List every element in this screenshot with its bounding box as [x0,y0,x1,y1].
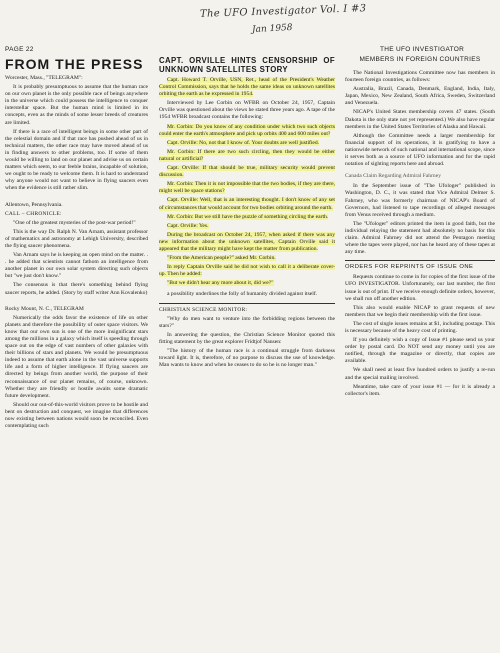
article-paragraph: "One of the greatest mysteries of the post-war period!" [13,219,136,226]
orville-article-body [159,77,335,299]
article-paragraph: In answering the question, the Christian Science Monitor quoted this fitting statement by the great explorer Fridtjof Nansen: [159,331,335,345]
article-paragraph [159,124,335,138]
headline-from-the-press: FROM THE PRESS [5,56,144,72]
article-paragraph: Requests continue to come in for copies of the first issue of the UFO INVESTIGATOR. Unfortunately, our last number, the first issue is out of print. If we receive enough definite orders, however, we shall run off another edition. [345,274,495,302]
article-paragraph [159,214,335,221]
article-paragraph: Interviewed by Lee Corbin on WFBR on October 24, 1957, Captain Orville was questioned about the views he stated three years ago. A tape of the 1954 WFBR broadcast contains the following: [159,100,335,121]
article-paragraph: Numerically the odds favor the existence of life on other planets and therefore the possibility of outer space visitors. We know that our own sun is one of the more insignificant stars among the millions in a galaxy which itself is speeding through space out on the edge of vast numbers of other galaxies with their billions of stars and planets. We would be presumptuous indeed to assume that earth alone in the vast universe supports life and a form of higher intelligence. If flying saucers are directed by beings from another world, the purpose of their reconnaissance of our planet remains, of course, unknown. Whether they are friendly or hostile awaits some dramatic future development. [5,314,148,399]
article-paragraph: "Why do men want to venture into the forbidding regions between the stars?" [159,315,335,329]
article-paragraph [159,181,335,195]
highlighted-text: Capt. Orville: If that should be true, military security would prevent discussion. [159,165,335,179]
highlighted-text: Capt. Orville: Well, that is an interesting thought. I don't know of any set of circumstances that would account for two bodies orbiting around the earth. [159,197,335,211]
handwritten-date: Jan 1958 [251,22,293,36]
article-paragraph [159,165,335,179]
highlighted-text: During the broadcast on October 24, 1957, when asked if there was any new information about the unknown satellites, Captain Orville said it appeared that the military might have kept the matter from publication. [159,231,335,252]
highlighted-text: In reply Captain Orville said he did not wish to call it a deliberate cover-up. Then he added: [159,264,335,278]
dateline: Worcester, Mass., "TELEGRAM": [5,75,83,81]
article-paragraph: Meantime, take care of your issue #1 — for it is already a collector's item. [345,383,495,397]
highlighted-text: Capt. Orville: Yes. [167,222,209,229]
article-paragraph [159,280,335,287]
divider [345,260,495,261]
headline-foreign-members: MEMBERS IN FOREIGN COUNTRIES [359,56,481,63]
article-paragraph: If you definitely wish a copy of Issue #1 please send us your order by postal card. Do NOT send any money until you are notified, through the magazine or directly, that copies are available. [345,337,495,365]
article-paragraph: a possibility underlines the folly of humanity divided against itself. [167,291,318,298]
article-paragraph: Australia, Brazil, Canada, Denmark, England, India, Italy, Japan, Mexico, New Zealand, South Africa, Sweden, Switzerland and Venezuela. [345,86,495,107]
article-paragraph [159,264,335,278]
article-paragraph [159,223,335,230]
article-paragraph: The "Ufologer" editors printed the item in good faith, but the individual relaying the statement had absolutely no basis for this claim. Admiral Fahrney did not attend the Pentagon meeting where the tapes were played, nor has he heard any of these tapes at any time. [345,220,495,256]
subhead-fahrney: Canada Claim Regarding Admiral Fahrney [345,173,442,180]
article-paragraph: The cost of single issues remains at $1, including postage. This is necessary because of the heavy cost of printing. [345,320,495,334]
article-paragraph: Should our out-of-this-world visitors prove to be hostile and bent on destruction and conquest, we imagine that differences now existing between nations would soon be reconciled. Even contemplating such [5,401,148,430]
highlighted-text: Mr. Corbin: Do you know of any condition under which two such objects could enter the earth's atmosphere and pick up orbits 400 and 600 miles out? [159,123,335,137]
article-paragraph [159,255,335,262]
article-paragraph: If there is a race of intelligent beings in some other part of the celestial domain and if that race has pushed ahead of us in technical matters, the other race may have moved ahead of us in finding answers to other problems, too. If some of them would be willing to land on our planet and advise us on certain matters which seem, to our feeble brains, incapable of solution, we ought to be ready to welcome them. It is hard to understand why anyone would not want to believe in flying saucers even when the evidence is still rather slim. [5,128,148,192]
article-paragraph [159,149,335,163]
article-paragraph: We shall need at least five hundred orders to justify a re-run and the special mailing involved. [345,367,495,381]
article-paragraph: In the September issue of "The Ufologer" published in Washington, D. C., it was stated that Vice Admiral Delmer S. Fahrney, who was formerly chairman of NICAP's Board of Governors, had listened to tape recordings of alleged messages from Venus received through a medium. [345,183,495,218]
dateline: Rocky Mount, N. C., TELEGRAM [5,305,84,312]
article-paragraph: This also would enable NICAP to grant requests of new members that we begin their membership with the first issue. [345,304,495,318]
highlighted-text: Mr. Corbin: Then it is not impossible that the two bodies, if they are there, might well be space stations? [159,181,335,195]
article-paragraph [159,77,335,98]
highlighted-text: Capt. Orville: No, not that I know of. Your doubts are well justified. [167,139,320,146]
article-paragraph: The consensus is that there's something behind flying saucer reports, he added. (Story by staff writer Ann Kovalenko) [5,282,148,296]
highlighted-text: "But we didn't hear any more about it, did we?" [167,280,274,287]
divider [159,303,335,304]
article-paragraph [159,197,335,211]
highlighted-text: Capt. Howard T. Orville, USN, Ret., head of the President's Weather Control Commission, says that he holds the same ideas on unknown satellites orbiting the earth as he expressed in 1954. [159,77,335,98]
reprints-head: ORDERS FOR REPRINTS OF ISSUE ONE [345,264,474,271]
article-paragraph [159,140,335,147]
page-number: PAGE 22 [5,46,34,53]
headline-orville: CAPT. ORVILLE HINTS CENSORSHIP OF UNKNOWN SATELLITES STORY [159,56,335,74]
article-paragraph: Van Arnam says he is keeping an open mind on the matter. . . he added that scientists cannot fathom an intelligence from another planet in our own solar system directing such objects but "we just don't know." [5,252,148,280]
highlighted-text: Mr. Corbin: If there are two such circling, then they would be either natural or artificial? [159,148,335,162]
article-paragraph: "The history of the human race is a continual struggle from darkness toward light. It is, therefore, of no purpose to discuss the use of knowledge. Man wants to know and when he ceases to do so he is no longer man." [159,348,335,369]
column-foreign-members [345,56,495,400]
publication-title: THE UFO INVESTIGATOR [380,46,465,53]
article-paragraph: It is probably presumptuous to assume that the human race on our own planet is the only possible race of beings anywhere in the universe which could possess the intelligence to conquer interstellar space. But the human mind is limited in its concepts, even as the minds of some lesser breeds of creatures are limited. [5,84,148,126]
article-paragraph: The National Investigations Committee now has members in fourteen foreign countries, as follows: [345,70,495,84]
subhead: CALL – CHRONICLE: [5,210,62,217]
article-paragraph: This is the way Dr. Ralph N. Van Arnam, assistant professor of mathematics and astronomy at Lehigh University, described the flying saucer phenomena. [5,228,148,249]
highlighted-text: "From the American people?" asked Mr. Corbin. [167,255,276,262]
column-from-the-press [5,56,148,432]
article-paragraph: Although the Committee needs a larger membership for financial support of its operations, it is gratifying to have a nationwide network of such national and international scope, since it serves both as a source of UFO information and for the rapid notation of sighting reports here and abroad. [345,132,495,168]
column-orville-article [159,56,335,371]
highlighted-text: Mr. Corbin: But we still have the puzzle of something circling the earth. [167,213,329,220]
handwritten-title: The UFO Investigator Vol. I #3 [199,3,367,20]
article-paragraph [159,232,335,253]
csm-head: CHRISTIAN SCIENCE MONITOR: [159,306,248,313]
dateline: Allentown, Pennsylvania. [5,201,63,208]
article-paragraph: NICAP's United States membership covers 47 states. (South Dakota is the only state not yet represented.) We also have regular members in the United States Territories of Alaska and Hawaii. [345,109,495,130]
